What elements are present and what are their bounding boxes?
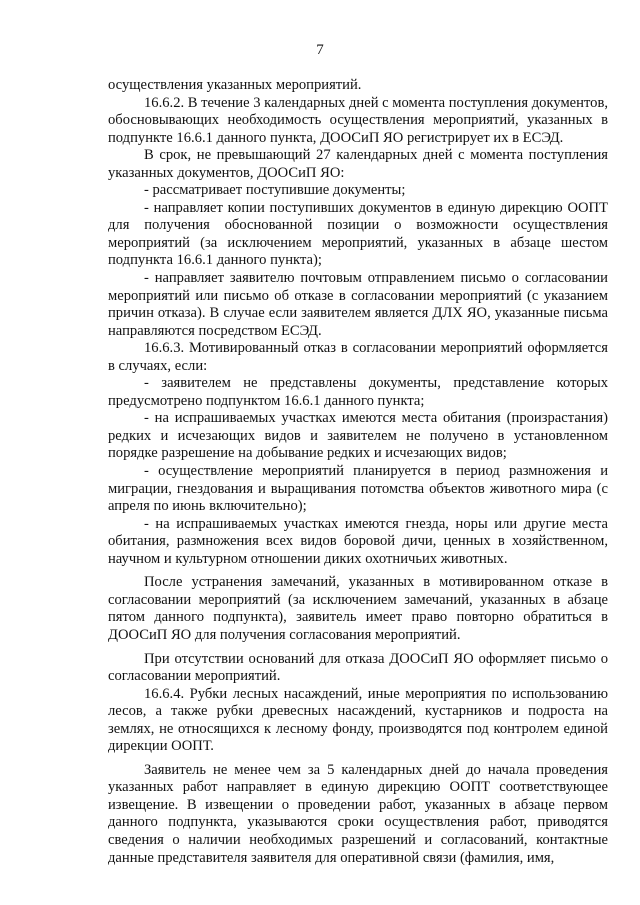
paragraph-deadline: В срок, не превышающий 27 календарных дней с момента поступления указанных документов, ДООСиП ЯО:	[108, 147, 608, 181]
page-number: 7	[316, 42, 324, 58]
paragraph-16-6-3: 16.6.3. Мотивированный отказ в согласовании мероприятий оформляется в случаях, если:	[108, 340, 608, 374]
paragraph-continuation: осуществления указанных мероприятий.	[108, 77, 362, 93]
document-body	[108, 77, 608, 867]
paragraph-16-6-4: 16.6.4. Рубки лесных насаждений, иные мероприятия по использованию лесов, а также рубки древесных насаждений, кустарников и подроста на землях, не относящихся к лесному фонду, производятся под контролем единой дирекции ООПТ.	[108, 685, 608, 755]
paragraph-after-remarks: После устранения замечаний, указанных в мотивированном отказе в согласовании мероприятий (за исключением замечаний, указанных в абзаце пятом данного подпункта), заявитель имеет право повторно обратиться в ДООСиП ЯО для получения согласования мероприятий.	[108, 574, 608, 643]
list-item-send-letter: - направляет заявителю почтовым отправлением письмо о согласовании мероприятий или письмо об отказе в согласовании мероприятий (с указанием причин отказа). В случае если заявителем является ДЛХ ЯО, указанные письма направляются посредством ЕСЭД.	[108, 270, 608, 339]
list-item-nests: - на испрашиваемых участках имеются гнезда, норы или другие места обитания, размножения всех видов боровой дичи, ценных в хозяйственном, научном и культурном отношении диких охотничьих животных.	[108, 515, 608, 567]
paragraph-no-grounds: При отсутствии оснований для отказа ДООСиП ЯО оформляет письмо о согласовании мероприятий.	[108, 650, 608, 685]
list-item-breeding-period: - осуществление мероприятий планируется в период размножения и миграции, гнездования и выращивания потомства объектов животного мира (с апреля по июнь включительно);	[108, 463, 608, 515]
paragraph-16-6-2: 16.6.2. В течение 3 календарных дней с момента поступления документов, обосновывающих необходимость осуществления мероприятий, указанных в подпункте 16.6.1 данного пункта, ДООСиП ЯО регистрирует их в ЕСЭД.	[108, 94, 608, 146]
list-item-no-documents: - заявителем не представлены документы, представление которых предусмотрено подпунктом 16.6.1 данного пункта;	[108, 375, 608, 409]
list-item-send-copies: - направляет копии поступивших документов в единую дирекцию ООПТ для получения обоснованной позиции о возможности осуществления мероприятий (за исключением мероприятий, указанных в абзаце шестом подпункта 16.6.1 данного пункта);	[108, 199, 608, 269]
list-item-review: - рассматривает поступившие документы;	[144, 182, 406, 199]
list-item-rare-species: - на испрашиваемых участках имеются места обитания (произрастания) редких и исчезающих видов и заявителем не получено в установленном порядке разрешение на добывание редких и исчезающих видов;	[108, 410, 608, 462]
paragraph-notice: Заявитель не менее чем за 5 календарных дней до начала проведения указанных работ направляет в единую дирекцию ООПТ соответствующее извещение. В извещении о проведении работ, указанных в абзаце первом данного подпункта, указываются сроки осуществления работ, приводятся сведения о наличии необходимых разрешений и согласований, контактные данные представителя заявителя для оперативной связи (фамилия, имя,	[108, 761, 608, 866]
